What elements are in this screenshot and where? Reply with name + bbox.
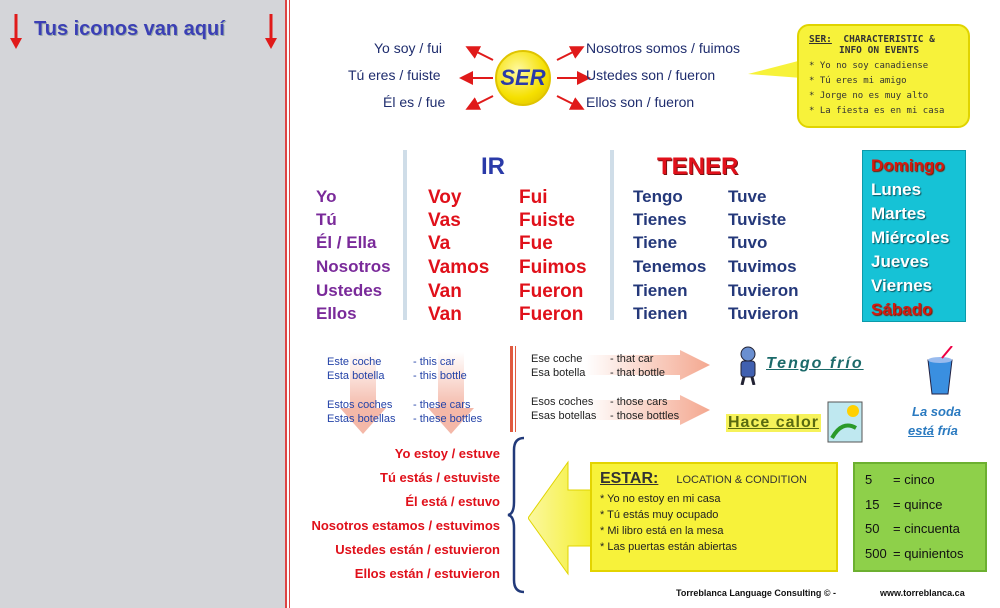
estar-example: * Tú estás muy ocupado xyxy=(600,509,719,521)
demo-estas: Estas botellas xyxy=(327,413,396,425)
demo-este-en: - this car xyxy=(413,356,456,368)
number-row: 5 = cinco xyxy=(865,472,935,487)
demo-ese: Ese coche xyxy=(531,353,583,365)
number-row: 15 = quince xyxy=(865,496,943,512)
ir-present-cell: Van xyxy=(428,304,462,325)
day-item: Martes xyxy=(871,204,926,223)
tener-preterite-cell: Tuvieron xyxy=(728,304,799,323)
tener-present-cell: Tienen xyxy=(633,281,688,300)
ir-present-cell: Va xyxy=(428,233,451,254)
footer-url[interactable]: www.torreblanca.ca xyxy=(880,588,965,598)
estar-example: * Las puertas están abiertas xyxy=(600,541,737,553)
demo-estas-en: - these bottles xyxy=(413,413,483,425)
pronoun-cell: Yo xyxy=(316,187,337,206)
days-of-week xyxy=(862,150,966,322)
demo-este: Este coche xyxy=(327,356,382,368)
ir-preterite-cell: Fui xyxy=(519,187,548,208)
tener-present-cell: Tengo xyxy=(633,187,683,206)
ir-preterite-cell: Fue xyxy=(519,233,553,254)
callout-title: SER: xyxy=(809,34,832,45)
tener-preterite-cell: Tuve xyxy=(728,187,767,206)
pronoun-cell: Él / Ella xyxy=(316,233,377,252)
icons-placeholder-title: Tus iconos van aquí xyxy=(34,18,225,40)
callout-head1: CHARACTERISTIC & xyxy=(843,34,935,45)
estar-example: * Yo no estoy en mi casa xyxy=(600,493,721,505)
estar-ellos: Ellos están / estuvieron xyxy=(354,566,500,581)
day-item: Jueves xyxy=(871,252,929,271)
estar-title: ESTAR: xyxy=(600,470,659,487)
numbers-box xyxy=(853,462,987,572)
estar-tu: Tú estás / estuviste xyxy=(380,470,500,485)
callout-head2: INFO ON EVENTS xyxy=(839,45,920,56)
demo-esas: Esas botellas xyxy=(531,410,597,422)
down-arrow-icon-right xyxy=(265,14,277,50)
ser-badge: SER xyxy=(495,50,551,106)
callout-example: * Tú eres mi amigo xyxy=(809,76,907,86)
ser-tu: Tú eres / fuiste xyxy=(348,67,441,83)
ser-el: Él es / fue xyxy=(383,94,446,110)
pronoun-cell: Nosotros xyxy=(316,257,391,276)
day-item: Domingo xyxy=(871,156,945,175)
section-divider xyxy=(510,346,513,432)
demo-estos-en: - these cars xyxy=(413,399,471,411)
ir-present-cell: Vamos xyxy=(428,257,490,278)
tener-present-cell: Tienes xyxy=(633,210,687,229)
demo-esta: Esta botella xyxy=(327,370,385,382)
hace-calor-label: Hace calor xyxy=(728,414,819,431)
panel-divider-inner xyxy=(289,0,290,608)
tener-preterite-cell: Tuvo xyxy=(728,233,768,252)
number-row: 50 = cincuenta xyxy=(865,521,960,536)
estar-nosotros: Nosotros estamos / estuvimos xyxy=(311,518,500,533)
demo-esas-en: - those bottles xyxy=(610,410,680,422)
soda-line2 xyxy=(908,423,958,438)
big-arrow-left xyxy=(528,458,596,578)
brace-icon xyxy=(506,436,528,594)
cold-person-icon xyxy=(733,345,763,385)
ir-preterite-cell: Fuimos xyxy=(519,257,587,278)
tener-present-cell: Tenemos xyxy=(633,257,707,276)
ser-ellos: Ellos son / fueron xyxy=(586,94,695,110)
estar-example: * Mi libro está en la mesa xyxy=(600,525,724,537)
demo-esos-en: - those cars xyxy=(610,396,668,408)
down-arrow-icon xyxy=(10,14,22,50)
callout-pointer xyxy=(748,60,802,80)
tener-present-cell: Tienen xyxy=(633,304,688,323)
pronoun-cell: Ustedes xyxy=(316,281,383,300)
soda-cup-icon xyxy=(918,346,964,396)
callout-example: * Yo no soy canadiense xyxy=(809,61,929,71)
ser-nosotros: Nosotros somos / fuimos xyxy=(586,40,741,56)
ir-preterite-cell: Fuiste xyxy=(519,210,575,231)
number-row: 500 = quinientos xyxy=(865,545,964,561)
demo-ese-en: - that car xyxy=(610,353,654,365)
demo-estos: Estos coches xyxy=(327,399,393,411)
ser-yo: Yo soy / fui xyxy=(374,40,442,56)
sun-icon xyxy=(826,400,864,444)
table-divider xyxy=(403,150,407,320)
ir-heading: IR xyxy=(481,153,505,180)
tener-present-cell: Tiene xyxy=(633,233,678,252)
estar-el: Él está / estuvo xyxy=(405,494,500,509)
ir-present-cell: Vas xyxy=(428,210,461,231)
section-divider xyxy=(515,346,516,432)
pronoun-cell: Tú xyxy=(316,210,337,229)
demo-esa-en: - that bottle xyxy=(610,367,666,379)
tener-preterite-cell: Tuviste xyxy=(728,210,787,229)
ser-callout xyxy=(797,24,970,128)
day-item: Miércoles xyxy=(871,228,950,247)
demo-esa: Esa botella xyxy=(531,367,586,379)
ir-present-cell: Voy xyxy=(428,187,462,208)
estar-subtitle: LOCATION & CONDITION xyxy=(676,474,807,486)
pronoun-cell: Ellos xyxy=(316,304,357,323)
footer-company: Torreblanca Language Consulting © - xyxy=(676,588,836,598)
soda-esta: está xyxy=(908,423,935,438)
panel-divider xyxy=(285,0,287,608)
demo-esos: Esos coches xyxy=(531,396,594,408)
ir-present-cell: Van xyxy=(428,281,462,302)
callout-example: * La fiesta es en mi casa xyxy=(809,106,945,116)
demo-esta-en: - this bottle xyxy=(413,370,467,382)
tener-preterite-cell: Tuvimos xyxy=(728,257,797,276)
icon-panel xyxy=(0,0,285,608)
estar-ustedes: Ustedes están / estuvieron xyxy=(335,542,500,557)
ir-preterite-cell: Fueron xyxy=(519,304,584,325)
ir-preterite-cell: Fueron xyxy=(519,281,584,302)
estar-box xyxy=(590,462,838,572)
callout-example: * Jorge no es muy alto xyxy=(809,91,929,101)
tengo-frio-label: Tengo frío xyxy=(766,355,864,372)
ser-ustedes: Ustedes son / fueron xyxy=(586,67,716,83)
day-item: Lunes xyxy=(871,180,922,199)
estar-yo: Yo estoy / estuve xyxy=(394,446,500,461)
tener-heading: TENER xyxy=(657,153,739,180)
tener-preterite-cell: Tuvieron xyxy=(728,281,799,300)
soda-fria: fría xyxy=(937,423,958,438)
day-item: Sábado xyxy=(871,300,933,319)
table-divider xyxy=(610,150,614,320)
day-item: Viernes xyxy=(871,276,933,295)
soda-line1: La soda xyxy=(912,404,962,419)
